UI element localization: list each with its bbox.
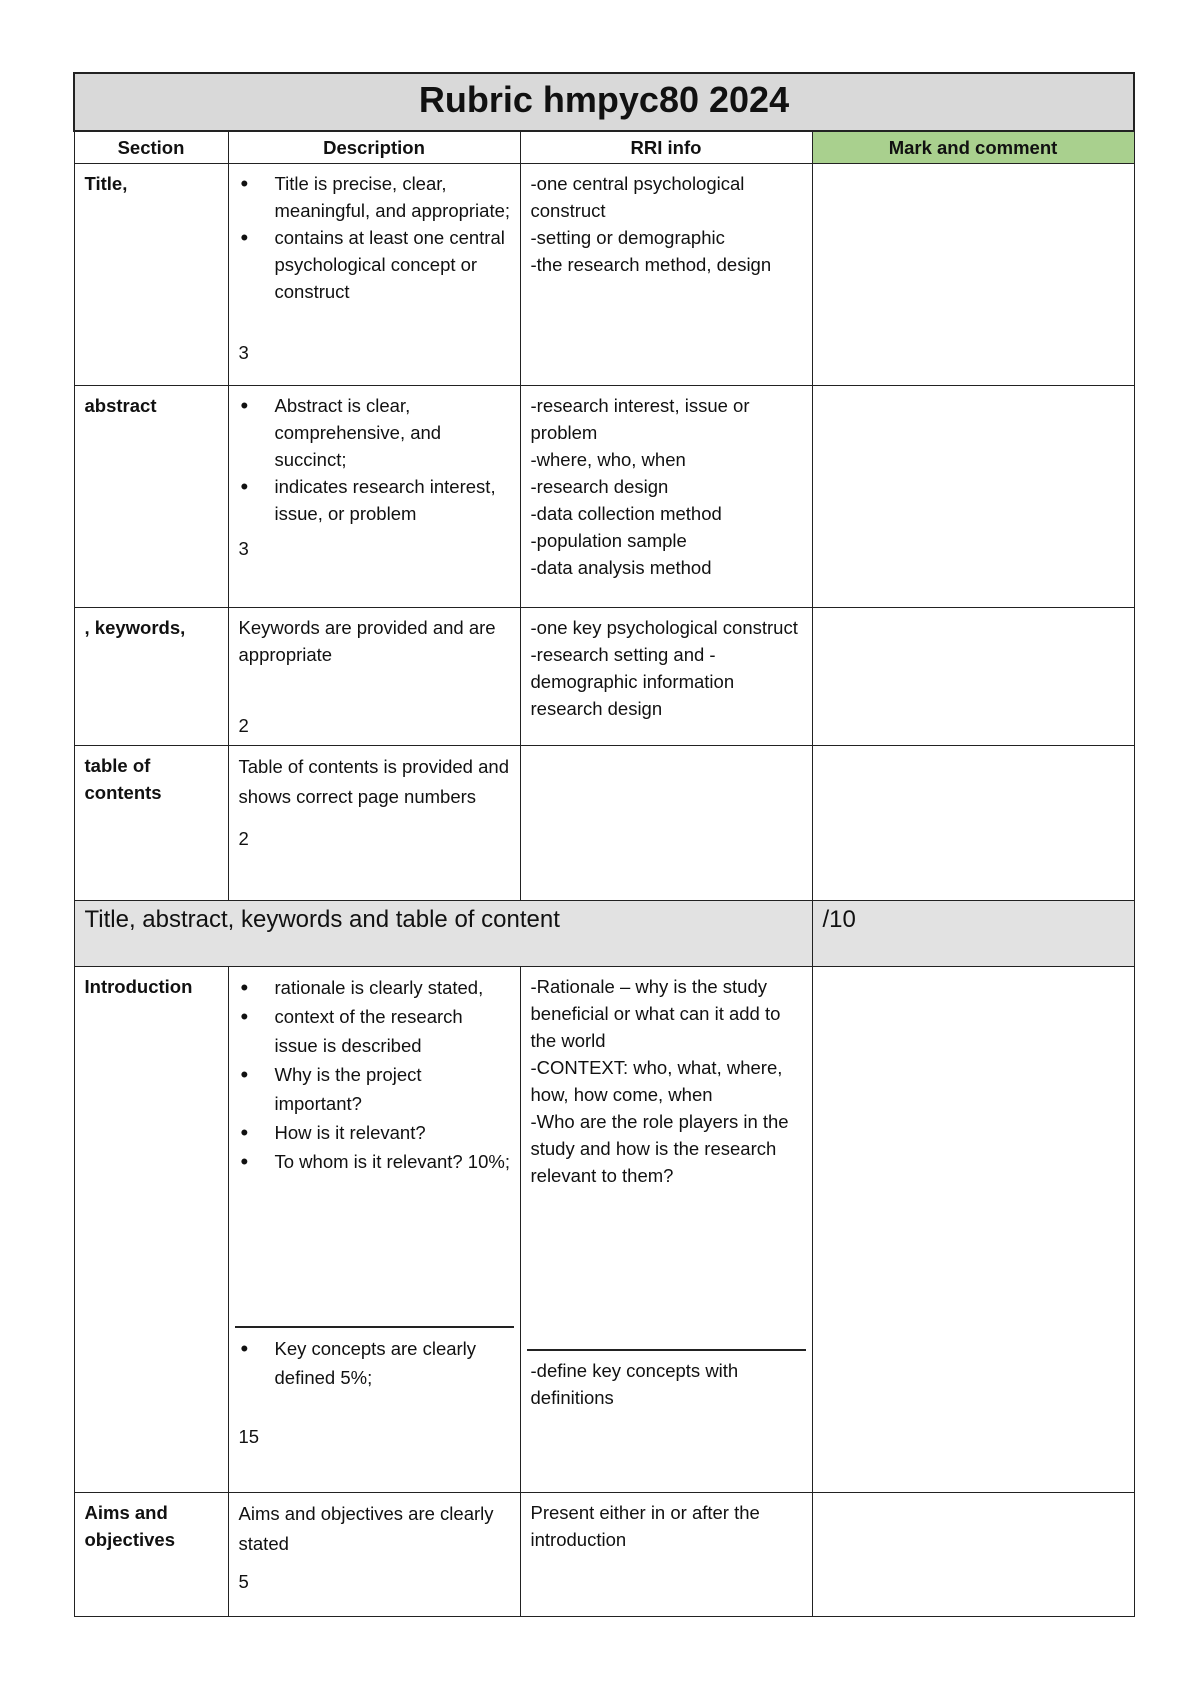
rri-line: -population sample — [530, 530, 687, 551]
rri-line: -setting or demographic — [530, 227, 725, 248]
criteria-list — [239, 973, 511, 1176]
list-item: • indicates research interest, issue, or problem — [275, 473, 511, 527]
header-section: Section — [74, 131, 228, 164]
rubric-title: Rubric hmpyc80 2024 — [74, 73, 1134, 131]
rri-cell — [520, 967, 812, 1493]
subtotal-label: Title, abstract, keywords and table of content — [74, 901, 812, 967]
list-item: • contains at least one central psychological concept or construct — [275, 224, 511, 305]
mark-comment-input[interactable] — [812, 164, 1134, 386]
description-cell — [228, 967, 520, 1493]
header-mark-comment: Mark and comment — [812, 131, 1134, 164]
rri-line: -data analysis method — [530, 557, 712, 578]
rri-line: -Rationale – why is the study beneficial or what can it add to the world — [530, 976, 781, 1051]
mark-comment-input[interactable] — [812, 967, 1134, 1493]
description-cell — [228, 1493, 520, 1617]
table-row — [74, 967, 1134, 1493]
subtotal-row — [74, 901, 1134, 967]
header-description: Description — [228, 131, 520, 164]
description-cell — [228, 164, 520, 386]
rri-cell — [520, 386, 812, 608]
list-item: • Abstract is clear, comprehensive, and succinct; — [275, 392, 511, 473]
rri-line: -define key concepts with definitions — [530, 1360, 739, 1408]
divider — [235, 1326, 514, 1328]
rri-line: -Who are the role players in the study and how is the research relevant to them? — [530, 1111, 789, 1186]
rri-line: -where, who, when — [530, 449, 686, 470]
rri-line: -data collection method — [530, 503, 722, 524]
rri-line: Present either in or after the introduction — [530, 1502, 760, 1550]
mark-comment-input[interactable] — [812, 386, 1134, 608]
rri-line: -research setting and -demographic information research design — [530, 644, 735, 719]
mark-comment-input[interactable] — [812, 746, 1134, 901]
list-item: • rationale is clearly stated, — [275, 973, 511, 1002]
criteria-text: Aims and objectives are clearly stated — [238, 1503, 494, 1554]
rri-line: -research design — [530, 476, 669, 497]
max-mark: 3 — [238, 538, 249, 559]
table-row — [74, 386, 1134, 608]
rri-line: -one central psychological construct — [530, 173, 745, 221]
list-item: • Key concepts are clearly defined 5%; — [275, 1334, 511, 1392]
criteria-text: Table of contents is provided and shows correct page numbers — [238, 756, 509, 807]
rri-cell — [520, 164, 812, 386]
max-mark: 5 — [238, 1571, 249, 1592]
list-item: • To whom is it relevant? 10%; — [275, 1147, 511, 1176]
rubric-table — [73, 72, 1135, 1617]
criteria-list — [239, 170, 511, 305]
max-mark: 15 — [238, 1426, 260, 1447]
description-cell — [228, 386, 520, 608]
divider — [527, 1349, 806, 1351]
max-mark: 2 — [238, 828, 249, 849]
mark-comment-input[interactable] — [812, 608, 1134, 746]
section-abstract: abstract — [74, 386, 228, 608]
table-row — [74, 164, 1134, 386]
subtotal-score[interactable]: /10 — [812, 901, 1134, 967]
list-item: • How is it relevant? — [275, 1118, 511, 1147]
description-cell — [228, 746, 520, 901]
rri-line: -one key psychological construct — [530, 617, 798, 638]
rri-cell — [520, 746, 812, 901]
table-row — [74, 1493, 1134, 1617]
rri-cell — [520, 1493, 812, 1617]
header-rri-info: RRI info — [520, 131, 812, 164]
rri-line: -research interest, issue or problem — [530, 395, 750, 443]
criteria-text: Keywords are provided and are appropriate — [238, 617, 496, 665]
section-keywords: , keywords, — [74, 608, 228, 746]
list-item: • Title is precise, clear, meaningful, and appropriate; — [275, 170, 511, 224]
max-mark: 3 — [238, 342, 249, 363]
rri-line: -CONTEXT: who, what, where, how, how come, when — [530, 1057, 783, 1105]
criteria-list — [239, 1334, 511, 1392]
criteria-list — [239, 392, 511, 527]
section-aims-objectives: Aims and objectives — [74, 1493, 228, 1617]
list-item: • Why is the project important? — [275, 1060, 511, 1118]
section-title: Title, — [74, 164, 228, 386]
rri-cell — [520, 608, 812, 746]
section-table-of-contents: table of contents — [74, 746, 228, 901]
max-mark: 2 — [238, 715, 249, 736]
section-introduction: Introduction — [74, 967, 228, 1493]
description-cell — [228, 608, 520, 746]
table-row — [74, 608, 1134, 746]
table-row — [74, 746, 1134, 901]
rri-line: -the research method, design — [530, 254, 772, 275]
mark-comment-input[interactable] — [812, 1493, 1134, 1617]
list-item: • context of the research issue is described — [275, 1002, 511, 1060]
